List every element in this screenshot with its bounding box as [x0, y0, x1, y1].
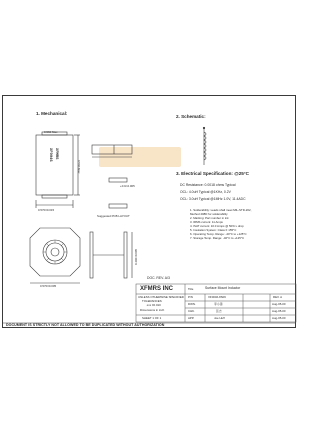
note: 1. Solderability: Leads shall meet MIL-STD-202, [190, 208, 252, 212]
rev-label: REV. A [273, 295, 283, 299]
dim-0570-b: 0.570±0.005 [40, 284, 57, 288]
footer-notice: DOCUMENT IS STRICTLY NOT ALLOWED TO BE DUPLICATED WITHOUT AUTHORIZATION [6, 323, 165, 327]
schematic-heading: 2. Schematic: [176, 114, 206, 119]
tolerance-line: UNLESS OTHERWISE SPECIFIED [138, 295, 184, 299]
doc-revision: DOC. REV. A/3 [147, 276, 170, 280]
drawn-label: DWN. [188, 302, 196, 306]
check-value: 张志 [216, 309, 222, 313]
date-check: Aug-05-00 [272, 309, 286, 313]
drawn-value: 李小锋 [214, 302, 223, 306]
spec-ocl-1: OCL: 4.0uH Typical @1KHz, 0.2V [180, 190, 231, 194]
dim-height-top: 0.560 Max [77, 160, 81, 174]
dim-0570-a: 0.570±0.015 [38, 208, 55, 212]
approve-value: Joe Huff [214, 316, 225, 320]
note: 5. Insulation System: Class F 155°C [190, 228, 237, 232]
dim-pad-note: +0.0/-0.005 [120, 184, 135, 188]
bottom-view-body [30, 228, 80, 276]
note: 3. IRMS current: 11 Amps [190, 220, 223, 224]
check-label: CHK. [188, 309, 195, 313]
tolerance-line: TOLERANCES: [142, 299, 163, 303]
mechanical-heading: 1. Mechanical: [36, 111, 68, 116]
title-value: Surface Mount Inductor [205, 286, 241, 290]
top-view-body [36, 135, 73, 195]
note: 7. Storage Temp. Range: -40°C to +125°C [190, 236, 245, 240]
note: 2. Marking: Part number in ink [190, 216, 229, 220]
part-marking-line2: XF0046 [48, 148, 52, 162]
pn-value: XF0046-8S06 [208, 295, 226, 299]
title-label: Title [188, 287, 194, 291]
note: 4. ISAT current: 10.0 Amps @ 50% L drop [190, 224, 244, 228]
note: Method 208D for solderability [190, 212, 228, 216]
date-drawn: Aug-05-00 [272, 302, 286, 306]
spec-dcr: DC Resistance: 0.0018 ohms Typical [180, 183, 236, 187]
electrical-heading: 3. Electrical Specification: @25°C [176, 171, 249, 176]
pcb-layout-label: Suggested PCB LAYOUT [97, 214, 130, 218]
date-approve: Aug-05-00 [272, 316, 286, 320]
dim-0490: 0.490±0.005 [134, 248, 138, 265]
pn-label: P/N [188, 295, 193, 299]
approve-label: APP. [188, 316, 195, 320]
tolerance-line: Dimensions in inch [140, 308, 165, 312]
spec-ocl-2: OCL: 3.0uH Typical @1MHz 1.0V, 11.4ADC [180, 197, 246, 201]
dim-width-top: 0.560 Max [44, 130, 58, 134]
sheet-label: SHEET 1 OF 1 [142, 316, 162, 320]
part-marking-line1: XFMRS [54, 148, 58, 160]
company-name: XFMRS INC [140, 286, 173, 292]
tolerance-line: .xxx ±0.010 [146, 303, 161, 307]
note: 6. Operating Temp. Range: -40°C to +125°C [190, 232, 247, 236]
